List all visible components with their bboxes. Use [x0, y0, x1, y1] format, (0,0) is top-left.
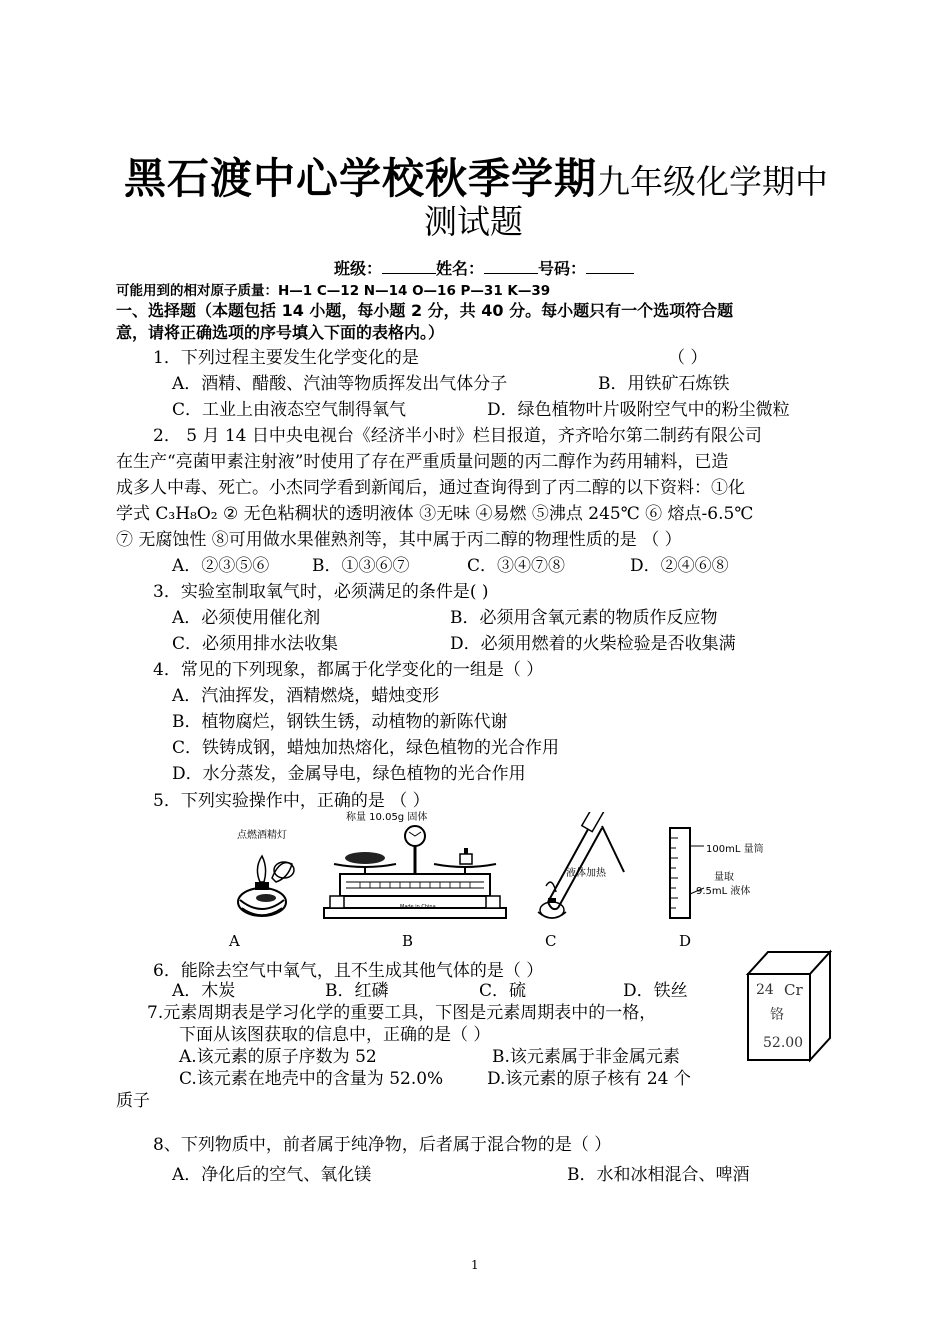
- element-symbol: Cr: [784, 981, 803, 999]
- fig-b-label: 称量 10.05g 固体: [346, 812, 428, 823]
- q7-option-a: A.该元素的原子序数为 52: [179, 1047, 377, 1067]
- q1-stem: 1．下列过程主要发生化学变化的是: [153, 348, 419, 368]
- q6-option-c: C．硫: [479, 981, 527, 1001]
- q6-option-b: B．红磷: [325, 981, 389, 1001]
- name-field[interactable]: [484, 273, 538, 274]
- fig-a-label: 点燃酒精灯: [237, 830, 287, 841]
- fig-d-label-3: 9.5mL 液体: [696, 886, 751, 897]
- q7-line-2: 下面从该图获取的信息中，正确的是（ ）: [179, 1025, 491, 1045]
- page-number: 1: [471, 1258, 479, 1272]
- q4-option-b: B．植物腐烂，钢铁生锈，动植物的新陈代谢: [172, 712, 508, 732]
- number-label: 号码：: [538, 259, 587, 278]
- section-heading-2: 意，请将正确选项的序号填入下面的表格内。）: [116, 323, 445, 342]
- name-label: 姓名：: [436, 259, 485, 278]
- q5-caption-a: A: [229, 932, 240, 950]
- q6-option-a: A．木炭: [172, 981, 236, 1001]
- fig-b-small: Made in China: [400, 904, 436, 910]
- element-mass: 52.00: [763, 1035, 804, 1051]
- class-field[interactable]: [382, 273, 436, 274]
- q7-option-c: C.该元素在地壳中的含量为 52.0%: [179, 1069, 444, 1089]
- q1-option-b: B．用铁矿石炼铁: [598, 374, 730, 394]
- q4-option-a: A．汽油挥发，酒精燃烧，蜡烛变形: [172, 686, 440, 706]
- alcohol-lamp-lighting-figure: [222, 838, 302, 922]
- q6-option-d: D．铁丝: [623, 981, 688, 1001]
- student-info: [334, 256, 634, 279]
- section-heading-1: 一、选择题（本题包括 14 小题，每小题 2 分，共 40 分。每小题只有一个选项符合题: [116, 301, 734, 320]
- page-title-line2: 测试题: [424, 202, 523, 241]
- graduated-cylinder-figure: [660, 824, 710, 924]
- title-bold: 黑石渡中心学校秋季学期: [124, 154, 598, 203]
- q7-option-b: B.该元素属于非金属元素: [492, 1047, 680, 1067]
- q7-option-d: D.该元素的原子核有 24 个: [487, 1069, 691, 1089]
- q2-line-1: 2． 5 月 14 日中央电视台《经济半小时》栏目报道，齐齐哈尔第二制药有限公司: [153, 426, 762, 446]
- q7-line-1: 7.元素周期表是学习化学的重要工具，下图是元素周期表中的一格，: [147, 1003, 657, 1023]
- q8-option-b: B．水和冰相混合、啤酒: [567, 1165, 750, 1185]
- fig-d-label-1: 100mL 量筒: [706, 844, 764, 855]
- q8-option-a: A．净化后的空气、氧化镁: [172, 1165, 372, 1185]
- q2-line-5: ⑦ 无腐蚀性 ⑧可用做水果催熟剂等，其中属于丙二醇的物理性质的是 （ ）: [116, 530, 682, 550]
- q5-caption-b: B: [402, 932, 414, 950]
- q2-line-2: 在生产“亮菌甲素注射液”时使用了存在严重质量问题的丙二醇作为药用辅料，已造: [116, 452, 729, 472]
- element-number: 24: [756, 982, 774, 998]
- title-normal: 九年级化学期中: [597, 162, 829, 201]
- element-name: 铬: [770, 1007, 784, 1023]
- atomic-mass: 可能用到的相对原子质量：H—1 C—12 N—14 O—16 P—31 K—39: [116, 283, 551, 299]
- q7-option-d-cont: 质子: [116, 1091, 150, 1111]
- q5-stem: 5．下列实验操作中，正确的是 （ ）: [153, 791, 430, 811]
- q3-option-c: C．必须用排水法收集: [172, 634, 339, 654]
- q3-option-d: D．必须用燃着的火柴检验是否收集满: [450, 634, 736, 654]
- q2-line-4: 学式 C₃H₈O₂ ② 无色粘稠状的透明液体 ③无味 ④易燃 ⑤沸点 245℃ ⑥ 熔点-6.5℃: [116, 504, 754, 524]
- fig-c-label: 液体加热: [566, 868, 606, 879]
- q2-line-3: 成多人中毒、死亡。小杰同学看到新闻后，通过查询得到了丙二醇的以下资料：①化: [116, 478, 745, 498]
- q4-stem: 4．常见的下列现象，都属于化学变化的一组是（ ）: [153, 660, 544, 680]
- fig-d-label-2: 量取: [714, 872, 734, 883]
- q2-option-c: C．③④⑦⑧: [467, 556, 566, 576]
- q5-caption-c: C: [545, 932, 557, 950]
- q4-option-d: D．水分蒸发，金属导电，绿色植物的光合作用: [172, 764, 526, 784]
- number-field[interactable]: [586, 273, 634, 274]
- q3-stem: 3．实验室制取氧气时，必须满足的条件是( ): [153, 582, 489, 602]
- q8-stem: 8、下列物质中，前者属于纯净物，后者属于混合物的是（ ）: [153, 1135, 612, 1155]
- class-label: 班级：: [334, 259, 383, 278]
- q1-option-a: A．酒精、醋酸、汽油等物质挥发出气体分子: [172, 374, 508, 394]
- q1-paren: （ ）: [668, 348, 708, 368]
- q1-option-c: C．工业上由液态空气制得氧气: [172, 400, 407, 420]
- q4-option-c: C．铁铸成钢，蜡烛加热熔化，绿色植物的光合作用: [172, 738, 560, 758]
- q1-option-d: D．绿色植物叶片吸附空气中的粉尘微粒: [487, 400, 790, 420]
- q3-option-a: A．必须使用催化剂: [172, 608, 321, 628]
- q6-stem: 6．能除去空气中氧气，且不生成其他气体的是（ ）: [153, 961, 544, 981]
- q3-option-b: B．必须用含氧元素的物质作反应物: [450, 608, 718, 628]
- q5-caption-d: D: [679, 932, 692, 950]
- q2-option-a: A．②③⑤⑥: [172, 556, 270, 576]
- q2-option-b: B．①③⑥⑦: [312, 556, 410, 576]
- q2-option-d: D．②④⑥⑧: [630, 556, 729, 576]
